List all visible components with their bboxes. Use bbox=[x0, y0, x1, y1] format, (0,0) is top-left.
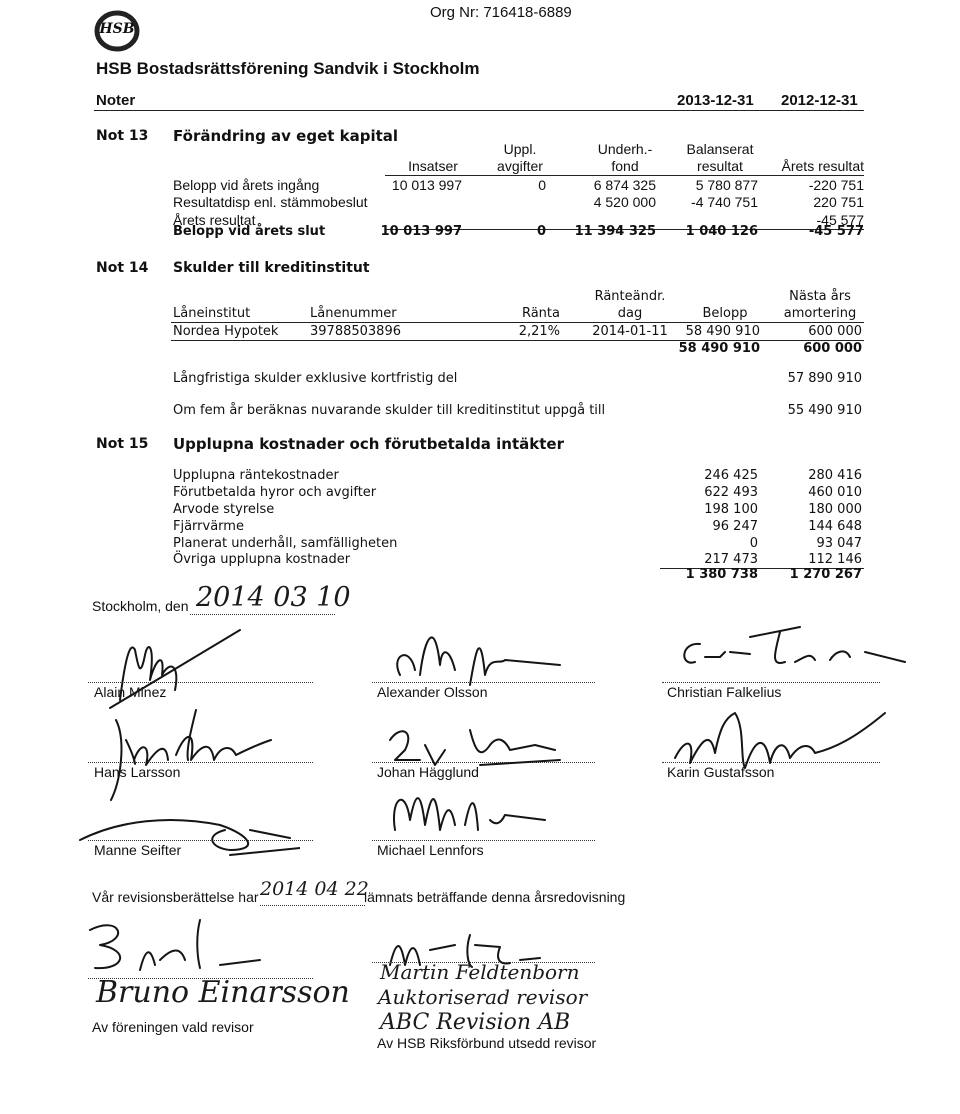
note15-current: 622 493 bbox=[704, 485, 758, 500]
audit-date-line bbox=[260, 905, 365, 906]
col-belopp: Belopp bbox=[702, 306, 748, 321]
year-current: 2013-12-31 bbox=[677, 92, 754, 109]
loan-ranta: 2,21% bbox=[518, 324, 560, 339]
signature-bruno bbox=[70, 910, 270, 980]
note15-current: 217 473 bbox=[704, 552, 758, 567]
langfristiga-value: 57 890 910 bbox=[787, 371, 862, 386]
col-uppl-1: Uppl. bbox=[503, 141, 537, 157]
note13-cell: -4 740 751 bbox=[691, 194, 758, 210]
note15-total-previous: 1 270 267 bbox=[789, 567, 862, 582]
auditor1-caption: Av föreningen vald revisor bbox=[92, 1019, 254, 1035]
col-laneinstitut: Låneinstitut bbox=[173, 306, 251, 321]
signature-christian bbox=[670, 622, 910, 682]
auditor2-handwritten-1: Martin Feldtenborn bbox=[380, 960, 580, 984]
col-balanserat-1: Balanserat bbox=[686, 141, 754, 157]
note15-current: 96 247 bbox=[712, 519, 758, 534]
note13-row-label: Belopp vid årets slut bbox=[173, 224, 326, 239]
auditor2-handwritten-3: ABC Revision AB bbox=[380, 1010, 571, 1035]
signatory-name: Michael Lennfors bbox=[377, 842, 484, 858]
note14-title: Skulder till kreditinstitut bbox=[173, 260, 370, 276]
audit-date-handwritten: 2014 04 22 bbox=[260, 878, 369, 900]
signature-johan bbox=[380, 715, 580, 775]
org-number: Org Nr: 716418-6889 bbox=[430, 4, 572, 21]
note15-row-label: Övriga upplupna kostnader bbox=[173, 552, 351, 567]
signing-date-handwritten: 2014 03 10 bbox=[196, 582, 351, 613]
note15-total-current: 1 380 738 bbox=[685, 567, 758, 582]
note13-cell: 4 520 000 bbox=[593, 194, 656, 210]
header-rule bbox=[94, 110, 864, 111]
note15-number: Not 15 bbox=[96, 436, 149, 452]
note14-sum-rule bbox=[171, 340, 864, 341]
note15-row-label: Upplupna räntekostnader bbox=[173, 468, 339, 483]
page-title: HSB Bostadsrättsförening Sandvik i Stockholm bbox=[96, 59, 480, 78]
fem-ar-label: Om fem år beräknas nuvarande skulder till kreditinstitut uppgå till bbox=[173, 403, 606, 418]
note15-previous: 144 648 bbox=[808, 519, 862, 534]
signatory-name: Manne Seifter bbox=[94, 842, 182, 858]
col-ranta: Ränta bbox=[521, 306, 560, 321]
note13-row-label: Belopp vid årets ingång bbox=[173, 177, 320, 193]
note14-header-rule bbox=[171, 322, 864, 323]
signatory-name: Alain Minez bbox=[94, 684, 167, 700]
auditor2-caption: Av HSB Riksförbund utsedd revisor bbox=[377, 1035, 597, 1051]
note13-cell: 10 013 997 bbox=[380, 224, 462, 239]
note13-cell: 6 874 325 bbox=[593, 177, 656, 193]
signatory-name: Christian Falkelius bbox=[667, 684, 782, 700]
col-underh-1: Underh.- bbox=[597, 141, 653, 157]
col-arets-resultat: Årets resultat bbox=[781, 158, 864, 174]
signing-place: Stockholm, den bbox=[92, 598, 189, 614]
note13-cell: -45 577 bbox=[816, 212, 864, 228]
col-rantendr-1: Ränteändr. bbox=[594, 289, 666, 304]
note15-row-label: Förutbetalda hyror och avgifter bbox=[173, 485, 377, 500]
col-lanenummer: Lånenummer bbox=[310, 306, 397, 321]
note15-current: 246 425 bbox=[704, 468, 758, 483]
note13-cell: -45 577 bbox=[808, 224, 864, 239]
signature-manne bbox=[60, 800, 300, 860]
audit-text-after: lämnats beträffande denna årsredovisning bbox=[364, 889, 626, 905]
auditor2-handwritten-2: Auktoriserad revisor bbox=[378, 985, 588, 1009]
note15-row-label: Arvode styrelse bbox=[173, 502, 275, 517]
year-previous: 2012-12-31 bbox=[781, 92, 858, 109]
loan-amortering: 600 000 bbox=[808, 324, 862, 339]
loan-institut: Nordea Hypotek bbox=[173, 324, 279, 339]
loan-total-belopp: 58 490 910 bbox=[678, 341, 760, 356]
signature-michael bbox=[380, 770, 560, 845]
note15-previous: 112 146 bbox=[808, 552, 862, 567]
col-rantendr-2: dag bbox=[617, 306, 643, 321]
note13-cell: 220 751 bbox=[813, 194, 864, 210]
col-nasta-2: amortering bbox=[783, 306, 857, 321]
date-line bbox=[190, 614, 335, 615]
logo-text: HSB bbox=[99, 21, 135, 37]
auditor1-name-handwritten: Bruno Einarsson bbox=[96, 975, 350, 1010]
note13-cell: 1 040 126 bbox=[685, 224, 758, 239]
langfristiga-label: Långfristiga skulder exklusive kortfristig del bbox=[173, 371, 458, 386]
col-underh-2: fond bbox=[611, 158, 639, 174]
note15-previous: 280 416 bbox=[808, 468, 862, 483]
signatory-name: Alexander Olsson bbox=[377, 684, 488, 700]
sig-line bbox=[662, 682, 880, 683]
note14-number: Not 14 bbox=[96, 260, 149, 276]
signature-alexander bbox=[380, 615, 580, 695]
loan-nummer: 39788503896 bbox=[310, 324, 401, 339]
note13-row-label: Resultatdisp enl. stämmobeslut bbox=[173, 194, 368, 210]
notes-label: Noter bbox=[96, 92, 136, 109]
note15-current: 0 bbox=[749, 536, 758, 551]
signatory-name: Hans Larsson bbox=[94, 764, 181, 780]
note13-row-label: Årets resultat bbox=[173, 212, 256, 228]
signature-karin bbox=[665, 698, 895, 788]
note13-header-rule bbox=[385, 175, 864, 176]
note13-cell: 0 bbox=[536, 224, 546, 239]
col-nasta-1: Nästa års bbox=[789, 289, 851, 304]
note13-cell: 5 780 877 bbox=[695, 177, 758, 193]
signatory-name: Johan Hägglund bbox=[377, 764, 479, 780]
note13-number: Not 13 bbox=[96, 128, 149, 144]
col-balanserat-2: resultat bbox=[697, 158, 743, 174]
hsb-logo bbox=[92, 8, 142, 54]
audit-text-before: Vår revisionsberättelse har bbox=[92, 889, 259, 905]
col-uppl-2: avgifter bbox=[497, 158, 543, 174]
col-insatser: Insatser bbox=[408, 158, 458, 174]
note15-previous: 93 047 bbox=[816, 536, 862, 551]
note13-title: Förändring av eget kapital bbox=[173, 127, 399, 145]
note15-row-label: Planerat underhåll, samfälligheten bbox=[173, 536, 398, 551]
signatory-name: Karin Gustafsson bbox=[667, 764, 775, 780]
note13-cell: -220 751 bbox=[808, 177, 864, 193]
note15-previous: 180 000 bbox=[808, 502, 862, 517]
note13-cell: 10 013 997 bbox=[391, 177, 462, 193]
note13-cell: 11 394 325 bbox=[574, 224, 656, 239]
signature-hans bbox=[96, 700, 286, 810]
loan-dag: 2014-01-11 bbox=[592, 324, 668, 339]
loan-total-amortering: 600 000 bbox=[803, 341, 862, 356]
note13-cell: 0 bbox=[538, 177, 546, 193]
note15-previous: 460 010 bbox=[808, 485, 862, 500]
loan-belopp: 58 490 910 bbox=[685, 324, 760, 339]
note15-title: Upplupna kostnader och förutbetalda intäkter bbox=[173, 435, 564, 453]
note15-current: 198 100 bbox=[704, 502, 758, 517]
fem-ar-value: 55 490 910 bbox=[787, 403, 862, 418]
note15-row-label: Fjärrvärme bbox=[173, 519, 244, 534]
